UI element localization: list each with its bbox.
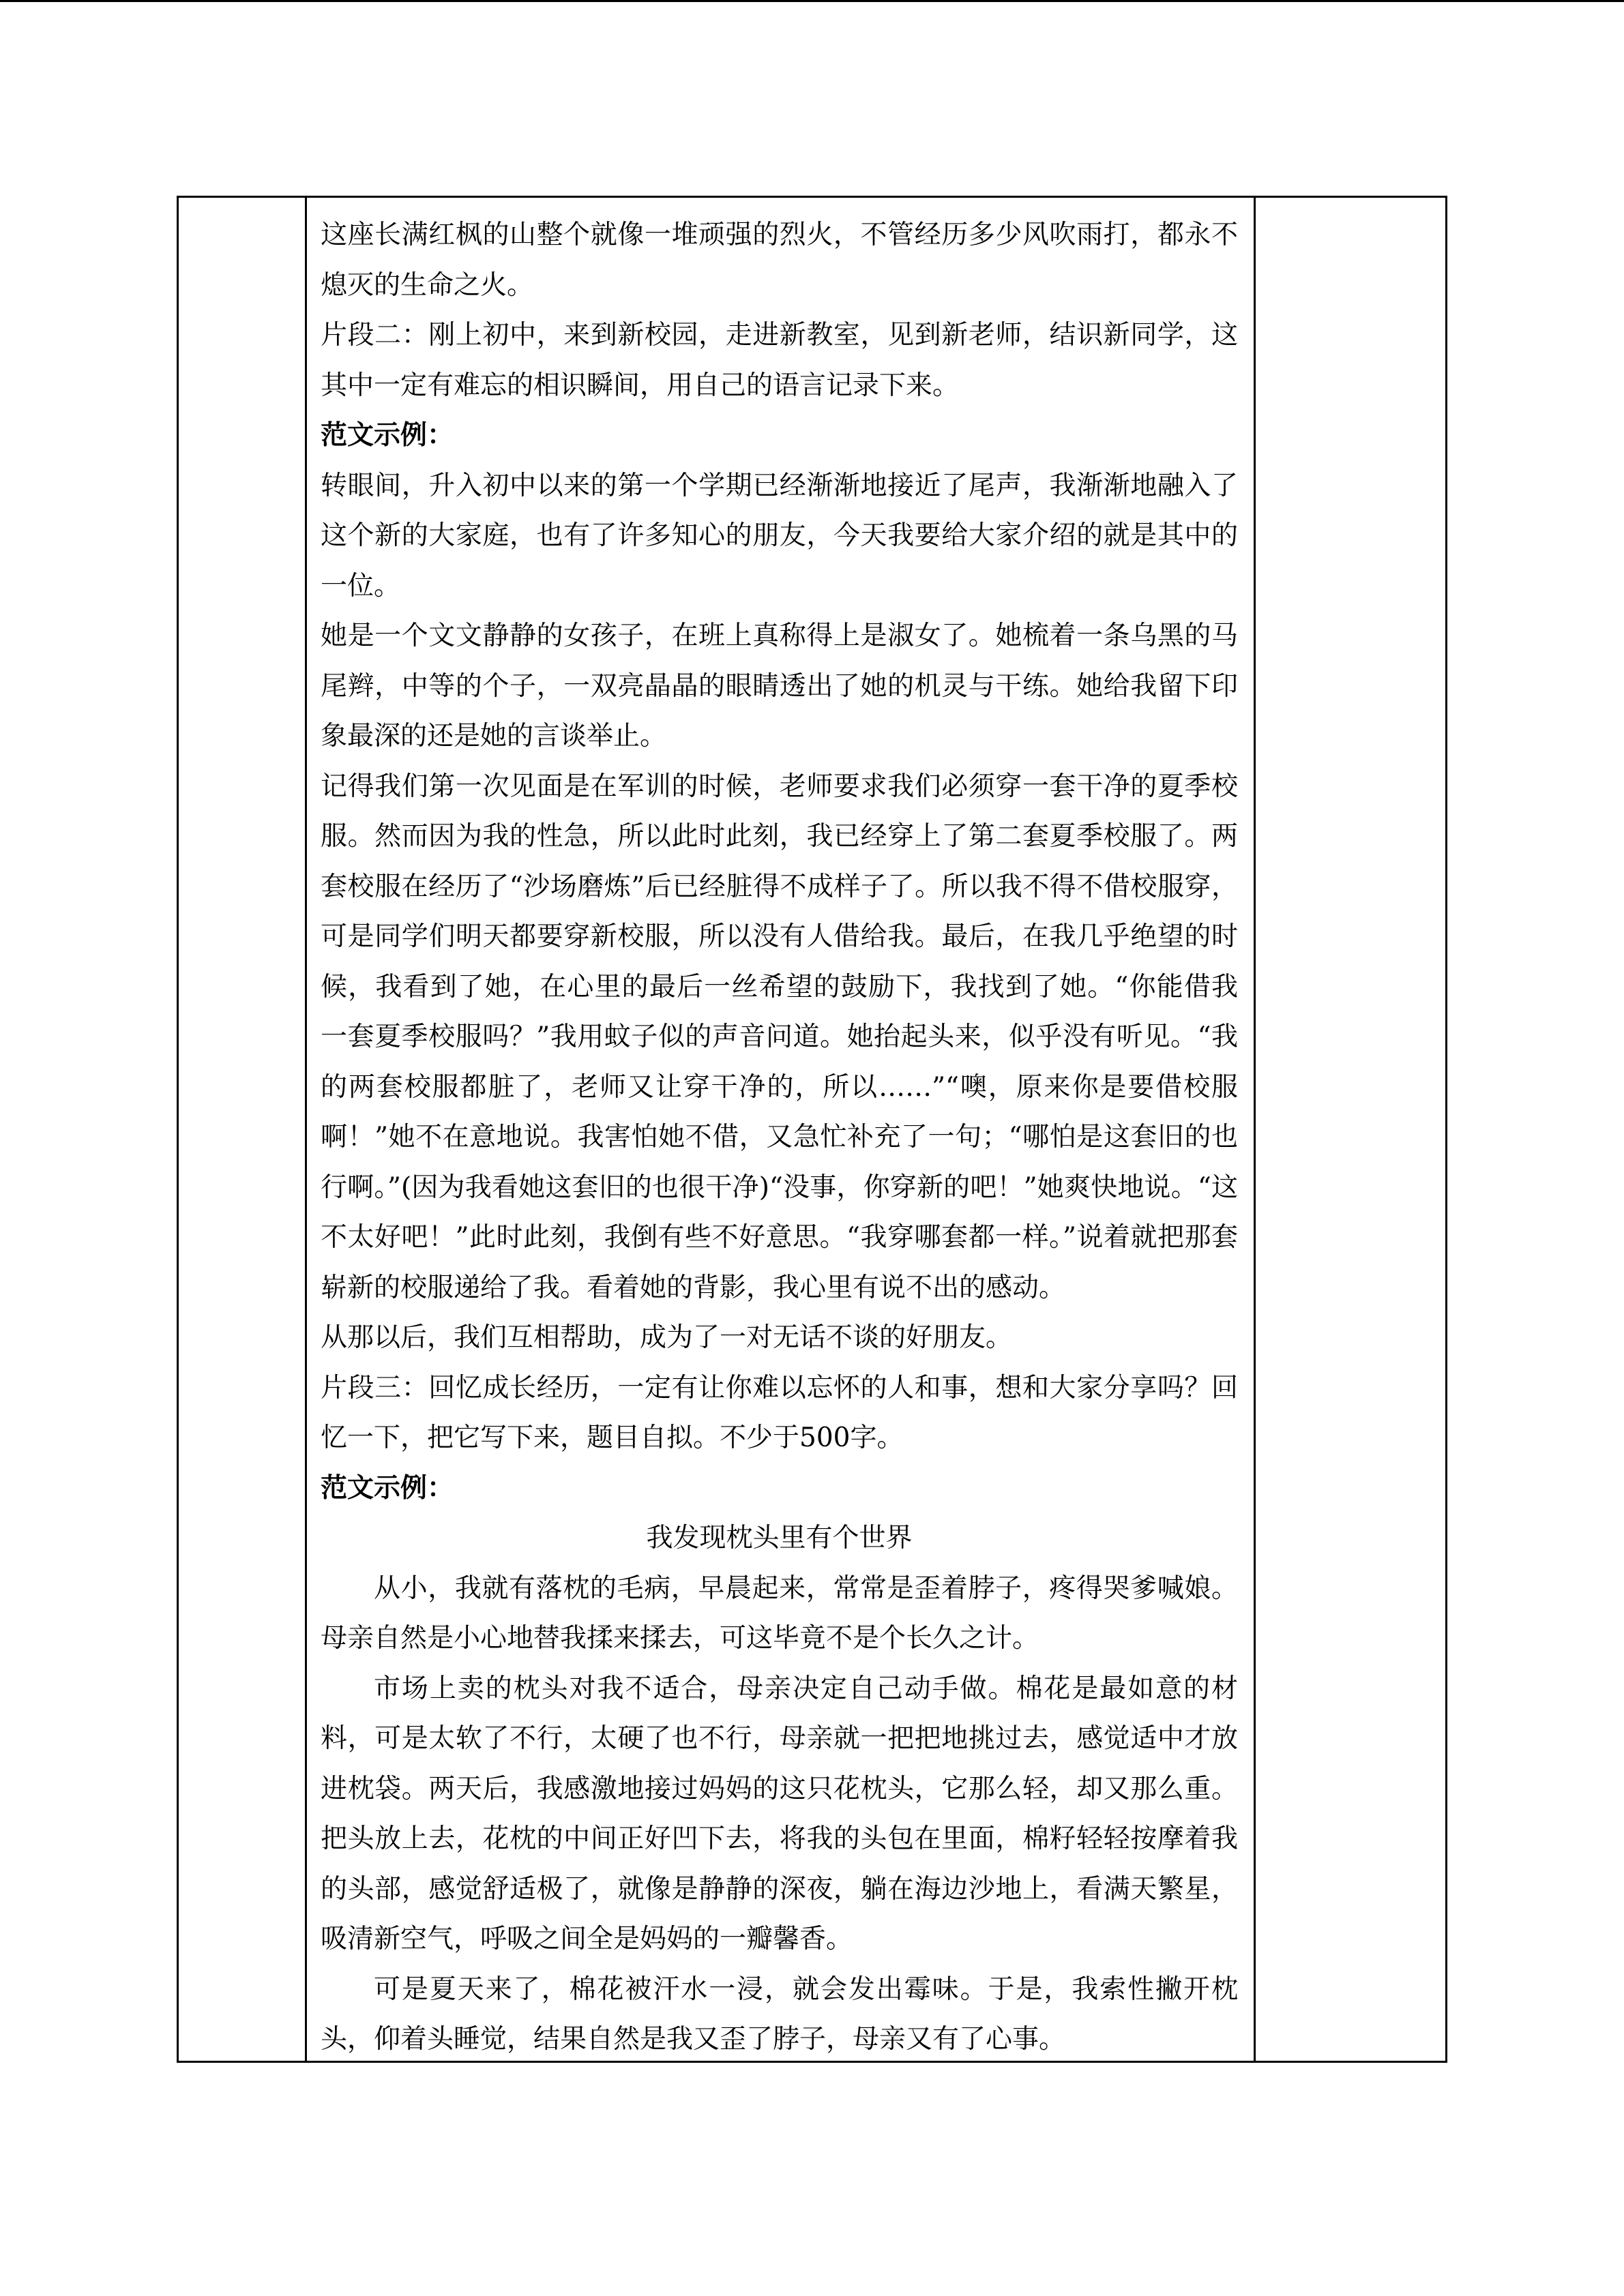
table-content-cell [321,198,1238,2065]
page-top-rule [0,0,1624,2]
paragraph-sample-1-story: 记得我们第一次见面是在军训的时候，老师要求我们必须穿一套干净的夏季校服。然而因为我的性急，所以此时此刻，我已经穿上了第二套夏季校服了。两套校服在经历了“沙场磨炼”后已经脏得不成样子了。所以我不得不借校服穿，可是同学们明天都要穿新校服，所以没有人借给我。最后，在我几乎绝望的时候，我看到了她，在心里的最后一丝希望的鼓励下，我找到了她。“你能借我一套夏季校服吗？”我用蚊子似的声音问道。她抬起头来，似乎没有听见。“我的两套校服都脏了，老师又让穿干净的，所以……”“噢，原来你是要借校服啊！”她不在意地说。我害怕她不借，又急忙补充了一句；“哪怕是这套旧的也行啊。”(因为我看她这套旧的也很干净)“没事，你穿新的吧！”她爽快地说。“这不太好吧！”此时此刻，我倒有些不好意思。“我穿哪套都一样。”说着就把那套崭新的校服递给了我。看着她的背影，我心里有说不出的感动。 [321,771,1238,1303]
table-column-divider-right [1254,198,1256,2061]
paragraph-fragment-two-prompt: 片段二：刚上初中，来到新校园，走进新教室，见到新老师，结识新同学，这其中一定有难忘的相识瞬间，用自己的语言记录下来。 [321,320,1238,401]
table-column-divider-left [305,198,307,2061]
paragraph-sample-1-ending: 从那以后，我们互相帮助，成为了一对无话不谈的好朋友。 [321,1322,1013,1353]
paragraph-sample-1-intro: 转眼间，升入初中以来的第一个学期已经渐渐地接近了尾声，我渐渐地融入了这个新的大家庭，也有了许多知心的朋友，今天我要给大家介绍的就是其中的一位。 [321,470,1238,601]
paragraph-sample-heading-1: 范文示例： [321,419,454,451]
lesson-table [177,196,1447,2063]
paragraph-fragment-three-prompt: 片段三：回忆成长经历，一定有让你难以忘怀的人和事，想和大家分享吗？回忆一下，把它写下来，题目自拟。不少于500字。 [321,1372,1238,1453]
paragraph-sample-1-description: 她是一个文文静静的女孩子，在班上真称得上是淑女了。她梳着一条乌黑的马尾辫，中等的个子，一双亮晶晶的眼睛透出了她的机灵与干练。她给我留下印象最深的还是她的言谈举止。 [321,621,1238,751]
paragraph-sample-heading-2: 范文示例： [321,1472,454,1504]
paragraph-continuation: 这座长满红枫的山整个就像一堆顽强的烈火，不管经历多少风吹雨打，都永不熄灭的生命之火。 [321,220,1238,301]
essay-paragraph-1: 从小，我就有落枕的毛病，早晨起来，常常是歪着脖子，疼得哭爹喊娘。母亲自然是小心地替我揉来揉去，可这毕竟不是个长久之计。 [321,1572,1238,1654]
essay-paragraph-3: 可是夏天来了，棉花被汗水一浸，就会发出霉味。于是，我索性撇开枕头，仰着头睡觉，结果自然是我又歪了脖子，母亲又有了心事。 [321,1973,1238,2055]
essay-paragraph-2: 市场上卖的枕头对我不适合，母亲决定自己动手做。棉花是最如意的材料，可是太软了不行，太硬了也不行，母亲就一把把地挑过去，感觉适中才放进枕袋。两天后，我感激地接过妈妈的这只花枕头，它那么轻，却又那么重。把头放上去，花枕的中间正好凹下去，将我的头包在里面，棉籽轻轻按摩着我的头部，感觉舒适极了，就像是静静的深夜，躺在海边沙地上，看满天繁星，吸清新空气，呼吸之间全是妈妈的一瓣馨香。 [321,1673,1238,1954]
essay-title: 我发现枕头里有个世界 [646,1523,913,1553]
